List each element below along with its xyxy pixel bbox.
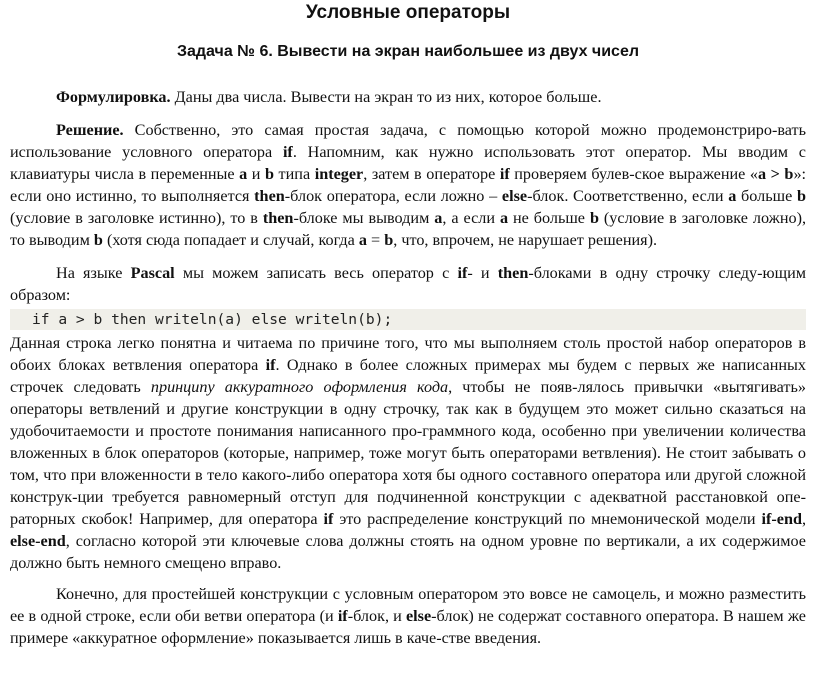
text: мы можем записать весь оператор с bbox=[174, 264, 458, 282]
keyword: if bbox=[323, 510, 334, 528]
keyword: a bbox=[239, 165, 248, 183]
text: -блок) не содержат составного оператора. В нашем же примере «аккуратное оформление» показывается лишь в каче-стве введения. bbox=[10, 607, 806, 647]
keyword: b bbox=[796, 187, 806, 205]
text: = bbox=[366, 231, 385, 249]
text: , затем в операторе bbox=[363, 165, 500, 183]
text: и bbox=[247, 165, 265, 183]
keyword: if bbox=[337, 607, 348, 625]
keyword: a bbox=[434, 209, 443, 227]
keyword: if bbox=[265, 356, 276, 374]
text: (условие в заголовке истинно), то в bbox=[10, 209, 263, 227]
text: это распределение конструкций по мнемонической модели bbox=[333, 510, 762, 528]
paragraph-explanation bbox=[10, 332, 806, 574]
keyword: a > b bbox=[758, 165, 794, 183]
page-title: Условные операторы bbox=[305, 2, 511, 23]
text: Данная строка легко понятна и читаема по причине того, что мы выполняем столь простой набор операторов в обоих блоках ветвления оператора bbox=[10, 334, 806, 374]
text: -блоками в одну строчку следу-ющим образом: bbox=[10, 264, 806, 304]
code-block: if a > b then writeln(a) else writeln(b); bbox=[10, 309, 806, 330]
keyword: then bbox=[262, 209, 294, 227]
paragraph-pascal bbox=[10, 262, 806, 306]
text: больше bbox=[736, 187, 797, 205]
text: Собственно, это самая простая задача, с помощью которой можно продемонстриро-вать использование условного оператора bbox=[10, 121, 806, 161]
text: »: если оно истинно, то выполняется bbox=[10, 165, 807, 205]
lead-solution: Решение. bbox=[56, 121, 124, 139]
keyword: then bbox=[497, 264, 529, 282]
text: -блоке мы выводим bbox=[293, 209, 435, 227]
text: , а если bbox=[442, 209, 500, 227]
text: , bbox=[801, 510, 806, 528]
keyword: a bbox=[728, 187, 737, 205]
keyword: b bbox=[265, 165, 275, 183]
keyword: else-end bbox=[10, 532, 66, 550]
text: -блок, и bbox=[347, 607, 406, 625]
paragraph-solution bbox=[10, 119, 806, 251]
text: -блок. Соответственно, если bbox=[527, 187, 729, 205]
emphasis: принципу аккуратного оформления кода bbox=[150, 378, 449, 396]
keyword: a bbox=[358, 231, 367, 249]
keyword: b bbox=[589, 209, 599, 227]
document-body bbox=[10, 86, 806, 660]
text: -блок оператора, если ложно – bbox=[284, 187, 502, 205]
text: - и bbox=[467, 264, 498, 282]
keyword: else bbox=[406, 607, 432, 625]
text: . Напомним, как нужно использовать этот оператор. Мы вводим с клавиатуры числа в переменные bbox=[10, 143, 806, 183]
keyword: if bbox=[282, 143, 293, 161]
keyword: Pascal bbox=[130, 264, 175, 282]
paragraph-formulation bbox=[10, 86, 806, 108]
keyword: else bbox=[501, 187, 528, 205]
keyword: then bbox=[254, 187, 285, 205]
keyword: a bbox=[499, 209, 509, 227]
lead-formulation: Формулировка. bbox=[56, 88, 171, 106]
keyword: if-end bbox=[761, 510, 802, 528]
keyword: if bbox=[457, 264, 468, 282]
text: На языке bbox=[56, 264, 131, 282]
text: , что, впрочем, не нарушает решения). bbox=[393, 231, 658, 249]
text: . Однако в более сложных примерах мы будем с первых же написанных строчек следовать bbox=[10, 356, 806, 396]
text: (условие в заголовке ложно), то выводим bbox=[10, 209, 807, 249]
keyword: b bbox=[384, 231, 394, 249]
keyword: if bbox=[499, 165, 510, 183]
text: (хотя сюда попадает и случай, когда bbox=[102, 231, 359, 249]
task-heading: Задача № 6. Вывести на экран наибольшее из двух чисел bbox=[176, 43, 640, 60]
text: типа bbox=[274, 165, 315, 183]
text: не больше bbox=[508, 209, 590, 227]
keyword: integer bbox=[314, 165, 364, 183]
text: Даны два числа. Вывести на экран то из них, которое больше. bbox=[170, 88, 602, 106]
keyword: b bbox=[93, 231, 103, 249]
text: проверяем булев-ское выражение « bbox=[509, 165, 759, 183]
text: , чтобы не появ-лялось привычки «вытягивать» операторы ветвлений и другие конструкции в одну строчку, так как в будущем это может сильно сказаться на удобочитаемости и простоте понимания написанного про-граммного кода, особенно при увеличении количества вложенных в блок операторов (которые, например, тоже могут быть операторами ветвления). Не стоит забывать о том, что при вложенности в тело какого-либо оператора хотя бы одного составного оператора или другой сложной конструк-ции требуется равномерный отступ для подчиненной конструкции с адекватной расстановкой опе-раторных скобок! Например, для оператора bbox=[10, 378, 806, 528]
paragraph-conclusion bbox=[10, 583, 806, 649]
text: Конечно, для простейшей конструкции с условным оператором это вовсе не самоцель, и можно разместить ее в одной строке, если оби ветви оператора (и bbox=[10, 585, 806, 625]
text: , согласно которой эти ключевые слова должны стоять на одном уровне по вертикали, а их содержимое должно быть немного смещено вправо. bbox=[10, 532, 806, 572]
